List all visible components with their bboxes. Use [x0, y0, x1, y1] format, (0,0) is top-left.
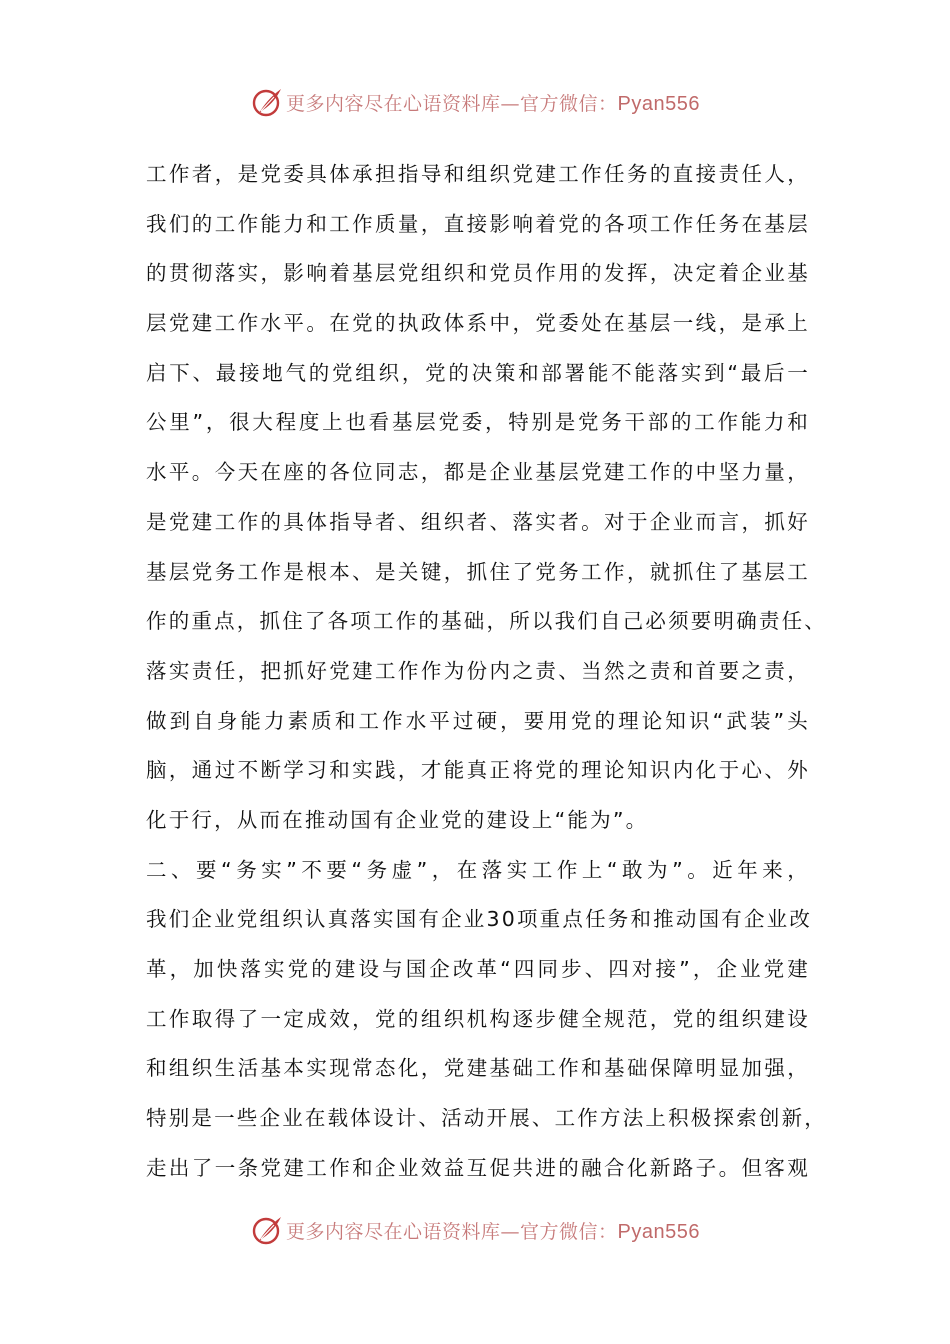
body-line: 做到自身能力素质和工作水平过硬，要用党的理论知识“武装”头 — [146, 708, 810, 733]
body-line: 落实责任，把抓好党建工作作为份内之责、当然之责和首要之责， — [146, 658, 810, 683]
footer-wechat-id: Pyan556 — [617, 1220, 700, 1243]
header-banner — [0, 84, 950, 120]
body-line: 的贯彻落实，影响着基层党组织和党员作用的发挥，决定着企业基 — [146, 261, 810, 286]
body-line: 特别是一些企业在载体设计、活动开展、工作方法上积极探索创新， — [146, 1106, 827, 1131]
body-line: 作的重点，抓住了各项工作的基础，所以我们自己必须要明确责任、 — [146, 609, 827, 634]
body-line: 我们企业党组织认真落实国有企业30项重点任务和推动国有企业改 — [146, 907, 813, 932]
body-line: 工作者，是党委具体承担指导和组织党建工作任务的直接责任人， — [146, 162, 810, 186]
body-line: 我们的工作能力和工作质量，直接影响着党的各项工作任务在基层 — [146, 211, 810, 236]
body-line: 工作取得了一定成效，党的组织机构逐步健全规范，党的组织建设 — [146, 1006, 810, 1031]
section-heading-line: 二、要“务实”不要“务虚”，在落实工作上“敢为”。近年来， — [146, 857, 810, 882]
document-body — [146, 150, 827, 1193]
body-line: 革，加快落实党的建设与国企改革“四同步、四对接”，企业党建 — [146, 957, 810, 981]
body-line: 是党建工作的具体指导者、组织者、落实者。对于企业而言，抓好 — [146, 509, 810, 534]
header-banner-text: 更多内容尽在心语资料库—官方微信：Pyan556 — [286, 92, 700, 115]
feather-pen-logo-icon — [250, 85, 284, 119]
body-line: 公里”，很大程度上也看基层党委，特别是党务干部的工作能力和 — [146, 410, 810, 435]
body-line: 层党建工作水平。在党的执政体系中，党委处在基层一线，是承上 — [146, 311, 810, 336]
footer-banner — [0, 1212, 950, 1248]
body-line: 基层党务工作是根本、是关键，抓住了党务工作，就抓住了基层工 — [146, 559, 810, 584]
body-line: 脑，通过不断学习和实践，才能真正将党的理论知识内化于心、外 — [146, 758, 810, 783]
body-line: 走出了一条党建工作和企业效益互促共进的融合化新路子。但客观 — [146, 1155, 810, 1180]
header-wechat-id: Pyan556 — [617, 92, 700, 115]
body-line: 水平。今天在座的各位同志，都是企业基层党建工作的中坚力量， — [146, 460, 810, 485]
body-line: 启下、最接地气的党组织，党的决策和部署能不能落实到“最后一 — [146, 360, 810, 385]
footer-banner-text: 更多内容尽在心语资料库—官方微信：Pyan556 — [286, 1220, 700, 1243]
body-line: 和组织生活基本实现常态化，党建基础工作和基础保障明显加强， — [146, 1056, 810, 1081]
body-line: 化于行，从而在推动国有企业党的建设上“能为”。 — [146, 807, 649, 832]
feather-pen-logo-icon — [250, 1213, 284, 1247]
